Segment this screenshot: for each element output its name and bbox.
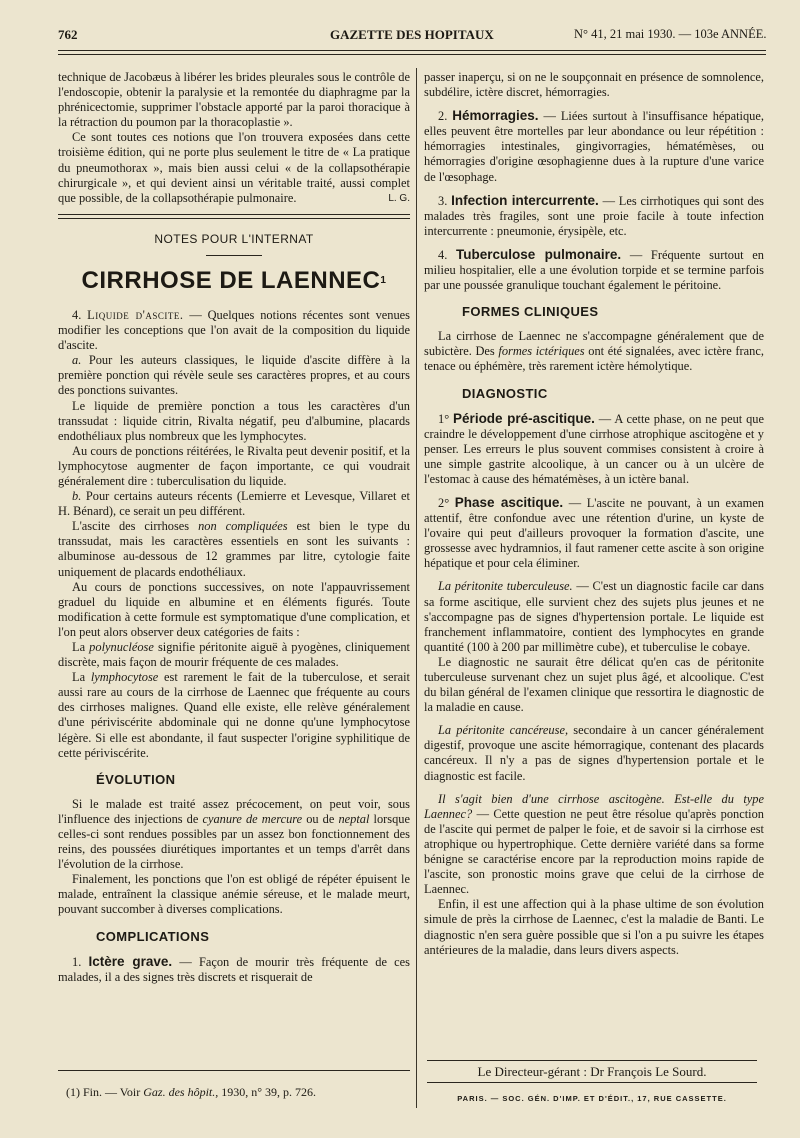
journal-title: GAZETTE DES HOPITAUX	[330, 27, 494, 42]
complication-item: 2. Hémorragies. — Liées surtout à l'insuffisance hépatique, elles peuvent être mortelles par leur abondance ou leur répétition : hémorragies intestinales, gingivorragies, hématémèses, ou hémorragies d'origine œsophagienne dues à la rupture d'une varice de l'œsophage.	[424, 108, 764, 184]
diagnostic-paragraph: 1° Période pré-ascitique. — A cette phase, on ne peut que craindre le développement d'une cirrhose atrophique ascitogène et y penser. Les erreurs le plus souvent commises consistent à croire à une simple gastrite alcoolique, à un cancer ou à un ulcère de l'estomac à cause des hématémèses, à un ictère banal.	[424, 410, 764, 486]
imprint	[427, 1060, 757, 1106]
footnote: (1) Fin. — Voir Gaz. des hôpit., 1930, n° 39, p. 726.	[66, 1085, 317, 1099]
diagnostic-paragraph: 2° Phase ascitique. — L'ascite ne pouvant, à un examen attentif, être confondue avec une rétention d'urine, un kyste de l'ovaire qui peut d'ailleurs provoquer la formation d'ascite, une grossesse avec hydramnios, il faut ramener cette ascite à son origine hépatique et pour cela éliminer.	[424, 494, 764, 571]
complication-item: 4. Tuberculose pulmonaire. — Fréquente surtout en milieu hospitalier, elle a une évolution torpide et se termine parfois par une poussée granulique touchant également le péritoine.	[424, 246, 764, 293]
title-footnote-mark: 1	[380, 274, 387, 286]
diagnostic-subtitle: Phase ascitique.	[454, 494, 564, 510]
review-paragraph: technique de Jacobæus à libérer les brides pleurales sous le contrôle de l'endoscopie, obtenir la paralysie et la remontée du diaphragme par la phrénicectomie, supprimer l'obstacle apporté par la paroi thoracique à la rétraction du poumon par la thoracoplastie ».	[58, 70, 410, 130]
diagnostic-paragraph: Il s'agit bien d'une cirrhose ascitogène. Est-elle du type Laennec? — Cette question ne peut être résolue qu'après ponction de l'ascite qui permet de palper le foie, et de savoir si la cirrhose est atrophique ou hypertrophique. Cette dernière variété dans sa forme bénigne se caractérise encore par la reproduction moins rapide de l'ascite, son pronostic moins grave que celui de la cirrhose de Laennec.	[424, 791, 764, 897]
diagnostic-subtitle: Période pré-ascitique.	[453, 410, 595, 426]
diagnostic-paragraph: La péritonite tuberculeuse. — C'est un diagnostic facile car dans sa forme ascitique, elle survient chez des sujets plus jeunes et ne s'accompagne pas de signes d'hypertension portale. Le liquide est franchement inflammatoire, contient des lymphocytes en grande quantité (100 à 200 par millimètre cube), et tuberculise le cobaye.	[424, 579, 764, 654]
complication-item: 1. Ictère grave. — Façon de mourir très fréquente de ces malades, il a des signes très discrets et risquerait de	[58, 953, 410, 984]
diagnostic-paragraph: Enfin, il est une affection qui à la phase ultime de son évolution simule de près la cirrhose de Laennec, c'est la maladie de Banti. Le diagnostic n'en sera guère possible que si l'on a pu suivre les étapes antérieures de la maladie, dans leurs divers aspects.	[424, 897, 764, 957]
article-title: CIRRHOSE DE LAENNEC$^1$	[81, 266, 387, 294]
complication-continued: passer inaperçu, si on ne le soupçonnait en présence de somnolence, subdélire, ictère discret, hémorragies.	[424, 70, 764, 100]
manager-line: Le Directeur-gérant : Dr François Le Sourd.	[427, 1060, 757, 1083]
formes-paragraph: La cirrhose de Laennec ne s'accompagne généralement que de subictère. Des formes ictériques ont été signalées, avec ictère franc, tenace ou éphémère, très rarement ictère hémolytique.	[424, 329, 764, 374]
ascite-paragraph: Au cours de ponctions réitérées, le Rivalta peut devenir positif, et la lymphocytose augmenter de façon importante, ce qui voudrait généralement dire : tuberculisation du liquide.	[58, 443, 410, 488]
complication-item: 3. Infection intercurrente. — Les cirrhotiques qui sont des malades très fragiles, sont une proie facile à toute infection intercurrente : pneumonie, érysipèle, etc.	[424, 192, 764, 238]
evolution-paragraph: Finalement, les ponctions que l'on est obligé de répéter épuisent le malade, entraînent la classique anémie séreuse, et le malade meurt, pouvant succomber à diverses complications.	[58, 872, 410, 917]
header-rule	[58, 50, 766, 51]
right-column	[424, 70, 764, 958]
ascite-paragraph: b. Pour certains auteurs récents (Lemierre et Levesque, Villaret et H. Bénard), ce serait un peu différent.	[58, 489, 410, 519]
footnote-rule	[58, 1070, 410, 1071]
complication-title: Infection intercurrente.	[451, 192, 599, 208]
diagnostic-heading: DIAGNOSTIC	[462, 385, 548, 401]
diagnostic-paragraph: La péritonite cancéreuse, secondaire à un cancer généralement digestif, provoque une ascite hémorragique, contenant des placards cancéreux. Il n'y a pas de signes d'hypertension portale et le diagnostic est facile.	[424, 723, 765, 783]
ascite-paragraph: L'ascite des cirrhoses non compliquées est bien le type du transsudat, mais les caractères essentiels en sont les suivants : albuminose au-dessous de 12 grammes par litre, cytologie faite uniquement de placards endothéliaux.	[58, 519, 410, 579]
running-header	[0, 27, 800, 47]
evolution-paragraph: Si le malade est traité assez précocement, on peut voir, sous l'influence des injections de cyanure de mercure ou de neptal lorsque celles-ci sont rendues possibles par un assez bon fonctionnement des reins, des poussées diurétiques importantes et un temps d'arrêt dans l'évolution de la cirrhose.	[58, 796, 410, 872]
complications-heading: COMPLICATIONS	[96, 928, 210, 944]
notes-heading: NOTES POUR L'INTERNAT	[154, 231, 314, 246]
review-signature: L. G.	[388, 192, 410, 204]
complication-title: Ictère grave.	[88, 953, 173, 969]
ascite-paragraph: Le liquide de première ponction a tous les caractères d'un transsudat : liquide citrin, Rivalta négatif, peu d'albumine, placards endothéliaux plus nombreux que les lymphocytes.	[58, 398, 410, 443]
short-rule	[206, 255, 262, 256]
complication-title: Tuberculose pulmonaire.	[456, 246, 622, 262]
column-divider	[416, 68, 417, 1108]
ascite-heading: Liquide d'ascite.	[87, 307, 184, 322]
review-paragraph: Ce sont toutes ces notions que l'on trouvera exposées dans cette troisième édition, qui ne porte plus seulement le titre de « La pratique du pneumothorax », mais bien aussi celui « de la collapsothérapie chirurgicale », et qui devient ainsi un véritable traité, aussi complet que possible, de la collapsothérapie pulmonaire. L. G.	[58, 130, 410, 205]
ascite-paragraph: La lymphocytose est rarement le fait de la tuberculose, et serait aussi rare au cours de la cirrhose de Laennec que fréquente au cours des cirrhoses malignes. Quand elle existe, elle relève généralement d'une périviscérite abdominale qui ne donne qu'une lymphocytose légère. Si elle est abondante, il faut suspecter l'origine syphilitique de cette périviscérite.	[58, 670, 410, 760]
formes-heading: FORMES CLINIQUES	[462, 304, 599, 320]
ascite-paragraph: Au cours de ponctions successives, on note l'appauvrissement graduel du liquide en albumine et en éléments figurés. Toute modification à cette formule est symptomatique d'une complication, et l'on peut alors observer deux catégories de faits :	[58, 579, 410, 639]
ascite-paragraph: a. Pour les auteurs classiques, le liquide d'ascite diffère à la première ponction qui révèle seule ses caractères propres, et au cours des ponctions suivantes.	[58, 353, 410, 398]
issue-info: N° 41, 21 mai 1930. — 103e ANNÉE.	[574, 27, 767, 41]
complication-title: Hémorragies.	[452, 108, 539, 124]
evolution-heading: ÉVOLUTION	[96, 771, 176, 787]
ascite-paragraph: 4. Liquide d'ascite. — Quelques notions récentes sont venues modifier les conceptions que l'on avait de la composition du liquide d'ascite.	[58, 307, 410, 353]
section-rule	[58, 214, 410, 219]
left-column	[58, 70, 410, 985]
page-number: 762	[58, 27, 78, 42]
diagnostic-paragraph: Le diagnostic ne saurait être délicat qu'en cas de péritonite tuberculeuse survenant chez un sujet plus âgé, et alcoolique. C'est du bilan général de l'examen clinique que ressortira le diagnostic de la maladie en cause.	[424, 654, 764, 715]
ascite-paragraph: La polynucléose signifie péritonite aiguë à pyogènes, cliniquement discrète, mais façon de mourir fréquente de ces malades.	[58, 640, 410, 670]
printer-line: PARIS. — SOC. GÉN. D'IMP. ET D'ÉDIT., 17, RUE CASSETTE.	[457, 1094, 727, 1104]
header-rule-2	[58, 54, 766, 55]
